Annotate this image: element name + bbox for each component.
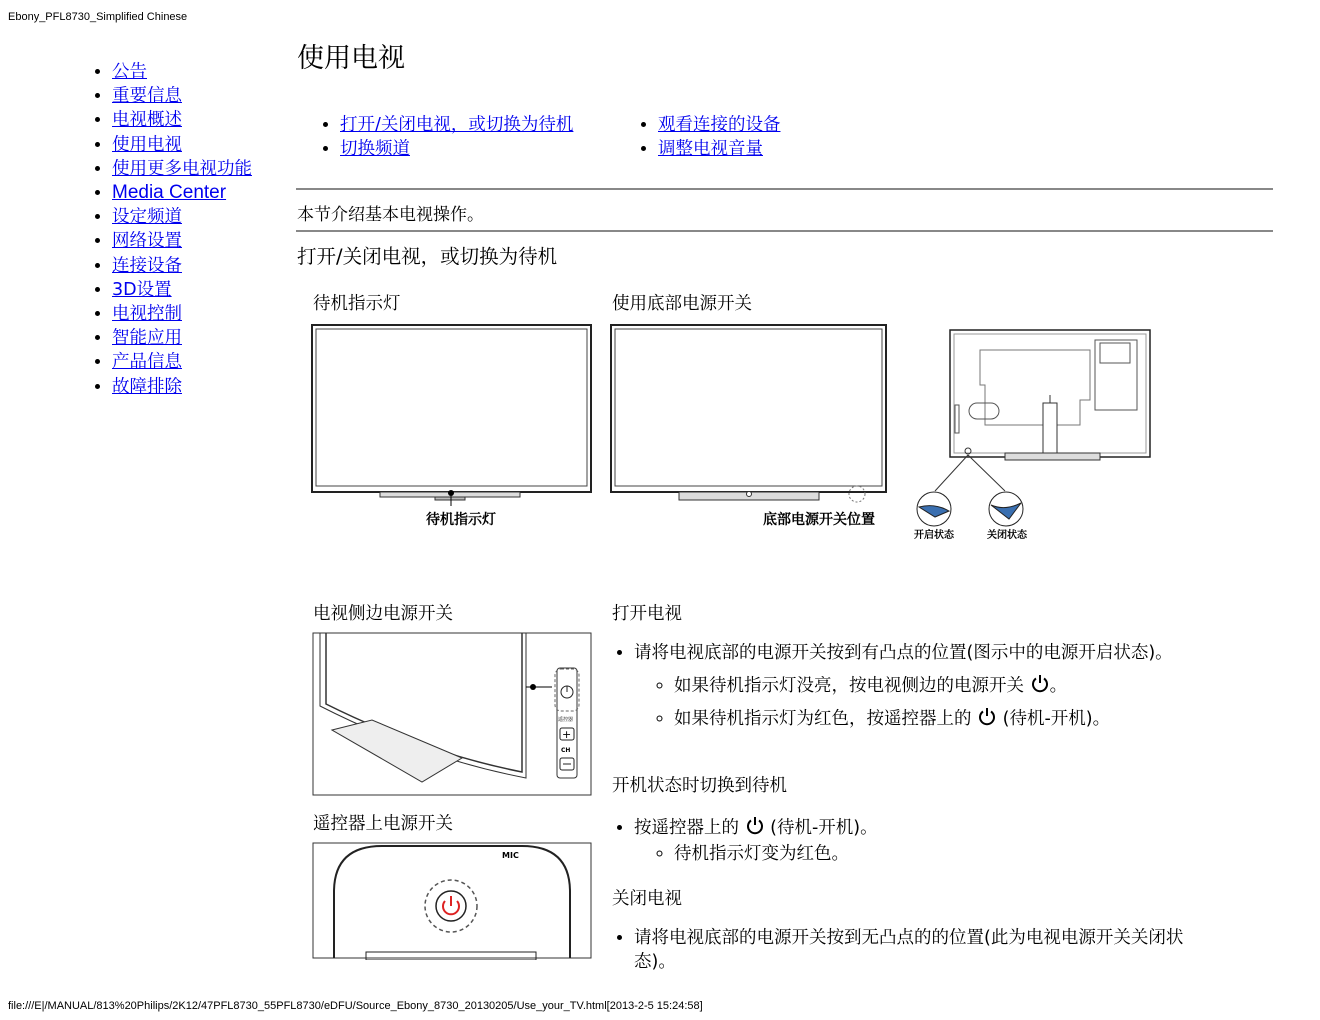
turn-on-substep [674, 673, 1192, 698]
turn-on-title: 打开电视 [612, 604, 682, 624]
figure-caption-side-switch: 电视侧边电源开关 [313, 604, 453, 624]
sidebar-item [112, 108, 252, 132]
power-icon [1030, 673, 1050, 693]
toc-right [636, 113, 781, 161]
turn-on-sub2-end: (待机-开机)。 [1002, 709, 1111, 729]
sidebar-link-media-center[interactable]: Media Center [112, 182, 227, 204]
sidebar-link-use-tv[interactable]: 使用电视 [112, 134, 182, 155]
sidebar-link-more-features[interactable]: 使用更多电视功能 [112, 158, 252, 179]
sidebar-link-3d[interactable]: 3D设置 [112, 279, 172, 300]
turn-off-instructions [612, 926, 1192, 982]
sidebar-item [112, 84, 252, 108]
figure-caption-remote-switch: 遥控器上电源开关 [313, 814, 453, 834]
toc-left [318, 113, 573, 161]
toc-link-devices[interactable]: 观看连接的设备 [658, 115, 781, 135]
sidebar-link-important[interactable]: 重要信息 [112, 86, 182, 107]
turn-on-sub2-text: 如果待机指示灯为红色，按遥控器上的 [674, 709, 972, 729]
sidebar-link-connect[interactable]: 连接设备 [112, 255, 182, 276]
sidebar-nav [92, 60, 252, 399]
standby-step [634, 815, 1192, 866]
section-title: 打开/关闭电视，或切换为待机 [297, 245, 558, 268]
sidebar-link-troubleshooting[interactable]: 故障排除 [112, 376, 182, 397]
toc-item [340, 137, 573, 161]
sidebar-item [112, 350, 252, 374]
turn-off-title: 关闭电视 [612, 889, 682, 909]
sidebar-item [112, 157, 252, 181]
sidebar-link-network[interactable]: 网络设置 [112, 231, 182, 252]
standby-step-text: 按遥控器上的 [634, 818, 739, 838]
figure-caption-bottom-switch: 使用底部电源开关 [612, 294, 752, 314]
turn-on-sub1-end: 。 [1049, 676, 1068, 696]
power-icon [745, 815, 765, 835]
toc-link-volume[interactable]: 调整电视音量 [658, 139, 763, 159]
standby-substep [674, 842, 1192, 866]
turn-off-step-text: 请将电视底部的电源开关按到无凸点的的位置(此为电视电源开关关闭状态)。 [634, 928, 1184, 972]
svg-text:+: + [562, 728, 572, 741]
turn-on-substep [674, 706, 1192, 731]
toc-link-power[interactable]: 打开/关闭电视，或切换为待机 [340, 115, 574, 135]
side-panel-remote-label: 遥控器 [558, 717, 574, 723]
standby-title: 开机状态时切换到待机 [612, 776, 787, 796]
figure-caption-standby-light: 待机指示灯 [313, 294, 401, 314]
tv-side-switch-illustration [312, 632, 592, 796]
sidebar-item [112, 133, 252, 157]
sidebar-link-tv-control[interactable]: 电视控制 [112, 304, 182, 325]
sidebar-link-product-info[interactable]: 产品信息 [112, 352, 182, 373]
turn-on-instructions [612, 641, 1192, 739]
tv-standby-light-illustration [310, 323, 595, 533]
toc-item [340, 113, 573, 137]
turn-on-step-text: 请将电视底部的电源开关按到有凸点的位置(图示中的电源开启状态)。 [634, 643, 1173, 663]
sidebar-item [112, 205, 252, 229]
toc-link-channels[interactable]: 切换频道 [340, 139, 410, 159]
sidebar-item [112, 254, 252, 278]
sidebar-item [112, 278, 252, 302]
tv-back-switch-states-illustration [905, 325, 1160, 550]
sidebar-item [112, 326, 252, 350]
sidebar-link-smart-apps[interactable]: 智能应用 [112, 328, 182, 349]
side-panel-ch-label: CH [561, 747, 571, 754]
toc-item [658, 113, 781, 137]
tv-bottom-switch-illustration [609, 323, 894, 533]
toc-item [658, 137, 781, 161]
sidebar-link-channels[interactable]: 设定频道 [112, 207, 182, 228]
sidebar-link-overview[interactable]: 电视概述 [112, 110, 182, 131]
turn-off-step [634, 926, 1192, 974]
sidebar-item [112, 229, 252, 253]
standby-light-label: 待机指示灯 [426, 512, 496, 528]
standby-sub-text: 待机指示灯变为红色。 [674, 844, 849, 864]
remote-mic-label: MIC [502, 851, 519, 860]
switch-on-state-label: 开启状态 [914, 530, 954, 541]
sidebar-item [112, 60, 252, 84]
standby-instructions [612, 815, 1192, 874]
divider [296, 188, 1273, 190]
turn-on-sub1-text: 如果待机指示灯没亮，按电视侧边的电源开关 [674, 676, 1024, 696]
standby-step-end: (待机-开机)。 [770, 818, 878, 838]
document-header-title: Ebony_PFL8730_Simplified Chinese [8, 11, 188, 23]
sidebar-item [112, 375, 252, 399]
document-footer-url: file:///E|/MANUAL/813%20Philips/2K12/47PFL8730_55PFL8730/eDFU/Source_Ebony_8730_20130205/Use_your_TV.html[2013-2-5 15:24:58] [8, 1000, 703, 1012]
remote-power-illustration [312, 842, 592, 960]
intro-text: 本节介绍基本电视操作。 [297, 205, 484, 225]
sidebar-item [112, 181, 252, 205]
switch-off-state-label: 关闭状态 [987, 530, 1027, 541]
divider [296, 230, 1273, 232]
turn-on-step [634, 641, 1192, 731]
bottom-switch-label: 底部电源开关位置 [763, 512, 875, 528]
page-title: 使用电视 [297, 43, 405, 74]
sidebar-link-notice[interactable]: 公告 [112, 62, 147, 82]
sidebar-item [112, 302, 252, 326]
power-icon [977, 706, 997, 726]
